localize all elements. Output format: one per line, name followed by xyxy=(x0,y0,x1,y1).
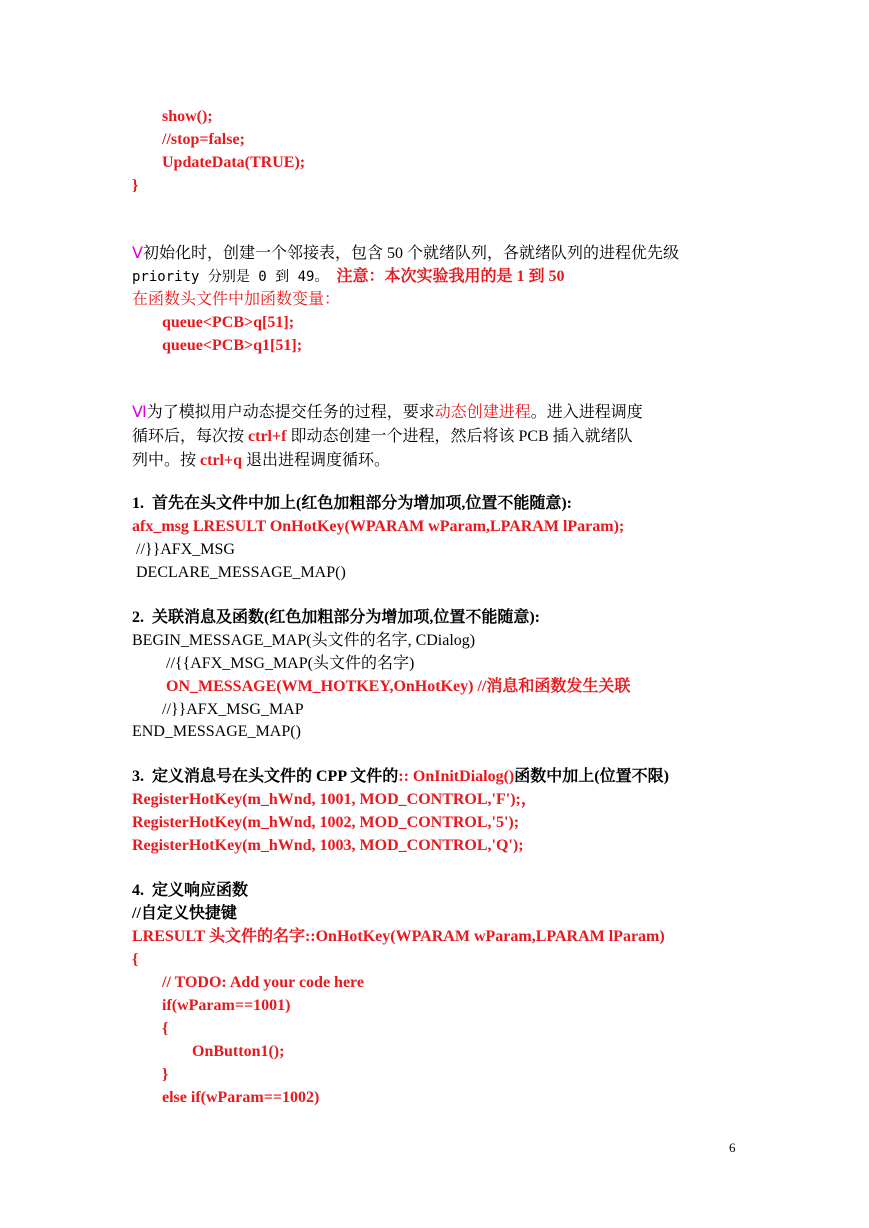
code-line: //{{AFX_MSG_MAP(头文件的名字) xyxy=(166,655,415,672)
section-5-line-2: priority 分别是 0 到 49。 注意：本次实验我用的是 1 到 50 xyxy=(132,268,565,285)
code-line: RegisterHotKey(m_hWnd, 1003, MOD_CONTROL,'Q'); xyxy=(132,837,524,854)
code-line: else if(wParam==1002) xyxy=(162,1089,320,1106)
code-line: } xyxy=(162,1066,169,1083)
code-line: ON_MESSAGE(WM_HOTKEY,OnHotKey) //消息和函数发生关联 xyxy=(166,678,631,695)
code-line: UpdateData(TRUE); xyxy=(162,154,306,171)
code-line: show(); xyxy=(162,108,213,125)
code-line: LRESULT 头文件的名字::OnHotKey(WPARAM wParam,LPARAM lParam) xyxy=(132,928,665,945)
hotkey-text: ctrl+q xyxy=(200,452,243,469)
code-line: BEGIN_MESSAGE_MAP(头文件的名字, CDialog) xyxy=(132,632,476,649)
code-line: { xyxy=(132,951,139,968)
hotkey-text: ctrl+f xyxy=(248,428,287,445)
code-line: if(wParam==1001) xyxy=(162,997,291,1014)
code-line: // TODO: Add your code here xyxy=(162,974,364,991)
code-line: //自定义快捷键 xyxy=(132,905,237,922)
section-6-line-3: 列中。按 ctrl+q 退出进程调度循环。 xyxy=(132,452,391,469)
note-text: 注意：本次实验我用的是 1 到 50 xyxy=(336,268,565,285)
code-line: afx_msg LRESULT OnHotKey(WPARAM wParam,LPARAM lParam); xyxy=(132,518,625,535)
section-6-line-2: 循环后，每次按 ctrl+f 即动态创建一个进程，然后将该 PCB 插入就绪队 xyxy=(132,428,633,445)
section-5-line-3: 在函数头文件中加函数变量： xyxy=(132,291,341,308)
code-line: END_MESSAGE_MAP() xyxy=(132,723,301,740)
step-1-title: 1. 首先在头文件中加上(红色加粗部分为增加项,位置不能随意): xyxy=(132,495,572,512)
step-3-title: 3. 定义消息号在头文件的 CPP 文件的:: OnInitDialog()函数中加上(位置不限) xyxy=(132,768,669,785)
code-line: } xyxy=(132,177,139,194)
code-line: RegisterHotKey(m_hWnd, 1002, MOD_CONTROL,'5'); xyxy=(132,814,520,831)
code-line: queue<PCB>q[51]; xyxy=(162,314,295,331)
section-5-line-1: Ⅴ初始化时，创建一个邻接表，包含 50 个就绪队列，各就绪队列的进程优先级 xyxy=(132,245,679,262)
roman-numeral-6: Ⅵ xyxy=(132,404,147,421)
roman-numeral-5: Ⅴ xyxy=(132,245,143,262)
step-4-title: 4. 定义响应函数 xyxy=(132,882,249,899)
step-2-title: 2. 关联消息及函数(红色加粗部分为增加项,位置不能随意): xyxy=(132,609,540,626)
code-line: queue<PCB>q1[51]; xyxy=(162,337,303,354)
code-line: RegisterHotKey(m_hWnd, 1001, MOD_CONTROL,'F');， xyxy=(132,791,537,808)
code-line: //}}AFX_MSG xyxy=(132,541,235,558)
code-line: OnButton1(); xyxy=(192,1043,285,1060)
code-line: { xyxy=(162,1020,169,1037)
code-line: DECLARE_MESSAGE_MAP() xyxy=(132,564,346,581)
code-line: //stop=false; xyxy=(162,131,245,148)
section-6-line-1: Ⅵ为了模拟用户动态提交任务的过程，要求动态创建进程。进入进程调度 xyxy=(132,404,643,421)
code-line: //}}AFX_MSG_MAP xyxy=(162,701,304,718)
page-number: 6 xyxy=(729,1140,736,1155)
